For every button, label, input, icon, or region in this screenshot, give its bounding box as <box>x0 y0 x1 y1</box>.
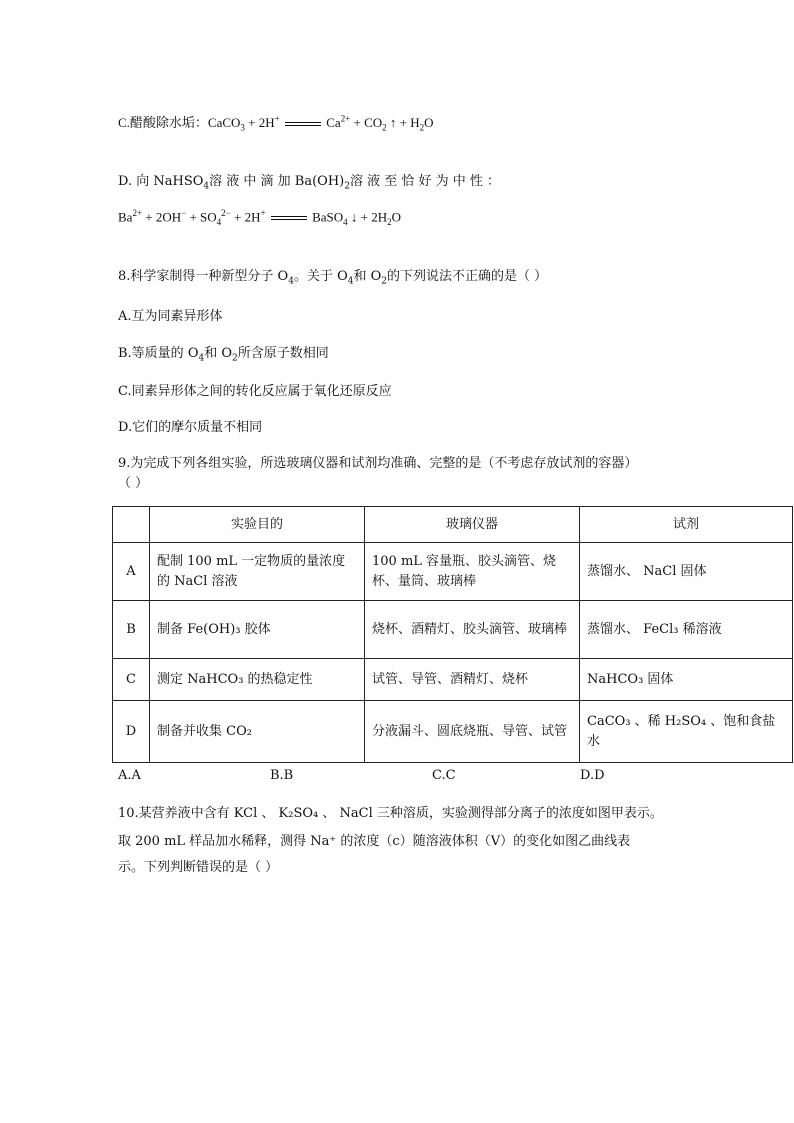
q7-option-d-suffix: 溶 液 至 恰 好 为 中 性 ： <box>349 174 501 189</box>
q8-option-b-part: 和 O <box>204 346 233 361</box>
table-header-cell: 玻璃仪器 <box>365 507 580 543</box>
row-purpose: 制备 Fe(OH)₃ 胶体 <box>150 601 365 659</box>
table-header-cell <box>113 507 150 543</box>
q9-stem: 9.为完成下列各组实验，所选玻璃仪器和试剂均准确、完整的是（不考虑存放试剂的容器） <box>118 456 638 471</box>
table-header-row <box>113 507 793 543</box>
row-glass: 分液漏斗、圆底烧瓶、导管、试管 <box>365 701 580 763</box>
table-row <box>113 543 793 601</box>
row-purpose: 制备并收集 CO₂ <box>150 701 365 763</box>
row-purpose: 配制 100 mL 一定物质的量浓度的 NaCl 溶液 <box>150 543 365 601</box>
q9-blank: （ ） <box>118 476 149 491</box>
q7-option-d-label: D. 向 NaHSO <box>118 174 204 189</box>
q8-option-c: C.同素异形体之间的转化反应属于氧化还原反应 <box>118 384 392 399</box>
q9-option-c: C.C <box>432 768 456 783</box>
q9-option-a: A.A <box>118 768 141 783</box>
q8-option-b: B.等质量的 $O_4$和 $O_2$所含原子数相同 <box>118 346 329 364</box>
q9-option-b: B.B <box>270 768 294 783</box>
q7-option-d-mid: 溶 液 中 滴 加 Ba(OH) <box>209 174 345 189</box>
row-purpose: 测定 NaHCO₃ 的热稳定性 <box>150 659 365 701</box>
row-key: B <box>113 601 150 659</box>
q10-stem-line1: 10.某营养液中含有 KCl 、 K₂SO₄ 、 NaCl 三种溶质，实验测得部分离子的浓度如图甲表示。 <box>118 806 663 821</box>
q9-option-d: D.D <box>580 768 605 783</box>
table-row <box>113 601 793 659</box>
q8-option-a: A.互为同素异形体 <box>118 309 223 324</box>
equals-sign-icon <box>285 122 321 126</box>
row-key: C <box>113 659 150 701</box>
row-key: D <box>113 701 150 763</box>
table-header-cell: 试剂 <box>580 507 793 543</box>
q10-stem-line3: 示。下列判断错误的是（ ） <box>118 860 279 875</box>
row-reagent: 蒸馏水、 FeCl₃ 稀溶液 <box>580 601 793 659</box>
q8-option-b-part: B.等质量的 O <box>118 346 199 361</box>
row-key: A <box>113 543 150 601</box>
equals-sign-icon <box>271 216 307 220</box>
q8-stem: 8.科学家制得一种新型分子 $O_4$。关于 $O_4$和 $O_2$的下列说法不正确的是（ ） <box>118 269 548 287</box>
q8-option-d: D.它们的摩尔质量不相同 <box>118 420 263 435</box>
row-reagent: 蒸馏水、 NaCl 固体 <box>580 543 793 601</box>
q7-option-d: D. 向 NaHSO$_4$溶 液 中 滴 加 $Ba(OH)_2$溶 液 至 恰 好 为 中 性 ： <box>118 174 501 192</box>
row-reagent: CaCO₃ 、稀 H₂SO₄ 、饱和食盐水 <box>580 701 793 763</box>
row-glass: 100 mL 容量瓶、胶头滴管、烧杯、量筒、玻璃棒 <box>365 543 580 601</box>
q8-stem-part: 和 O <box>353 269 382 284</box>
q7-option-c: C.醋酸除水垢：CaCO$_3$ + 2H+ $Ca^{2+} + CO_2$ ↑ + $H_2O$ <box>118 113 434 133</box>
q8-stem-part: 的下列说法不正确的是（ ） <box>387 269 548 284</box>
row-glass: 试管、导管、酒精灯、烧杯 <box>365 659 580 701</box>
table-header-cell: 实验目的 <box>150 507 365 543</box>
q7-option-c-label: C.醋酸除水垢： <box>118 115 208 130</box>
q8-stem-part: 8.科学家制得一种新型分子 O <box>118 269 289 284</box>
table-row <box>113 701 793 763</box>
q9-table <box>112 506 793 763</box>
q8-option-b-part: 所含原子数相同 <box>237 346 329 361</box>
row-glass: 烧杯、酒精灯、胶头滴管、玻璃棒 <box>365 601 580 659</box>
row-reagent: NaHCO₃ 固体 <box>580 659 793 701</box>
q7-option-d-equation: $Ba^{2+} + 2OH^- + SO_4^{2-} + 2H^+$ BaSO$_4$ ↓ + $2H_2O$ <box>118 208 401 227</box>
q8-stem-part: 。关于 O <box>293 269 348 284</box>
q10-stem-line2: 取 200 mL 样品加水稀释，测得 Na⁺ 的浓度（c）随溶液体积（V）的变化如图乙曲线表 <box>118 834 631 849</box>
table-row <box>113 659 793 701</box>
